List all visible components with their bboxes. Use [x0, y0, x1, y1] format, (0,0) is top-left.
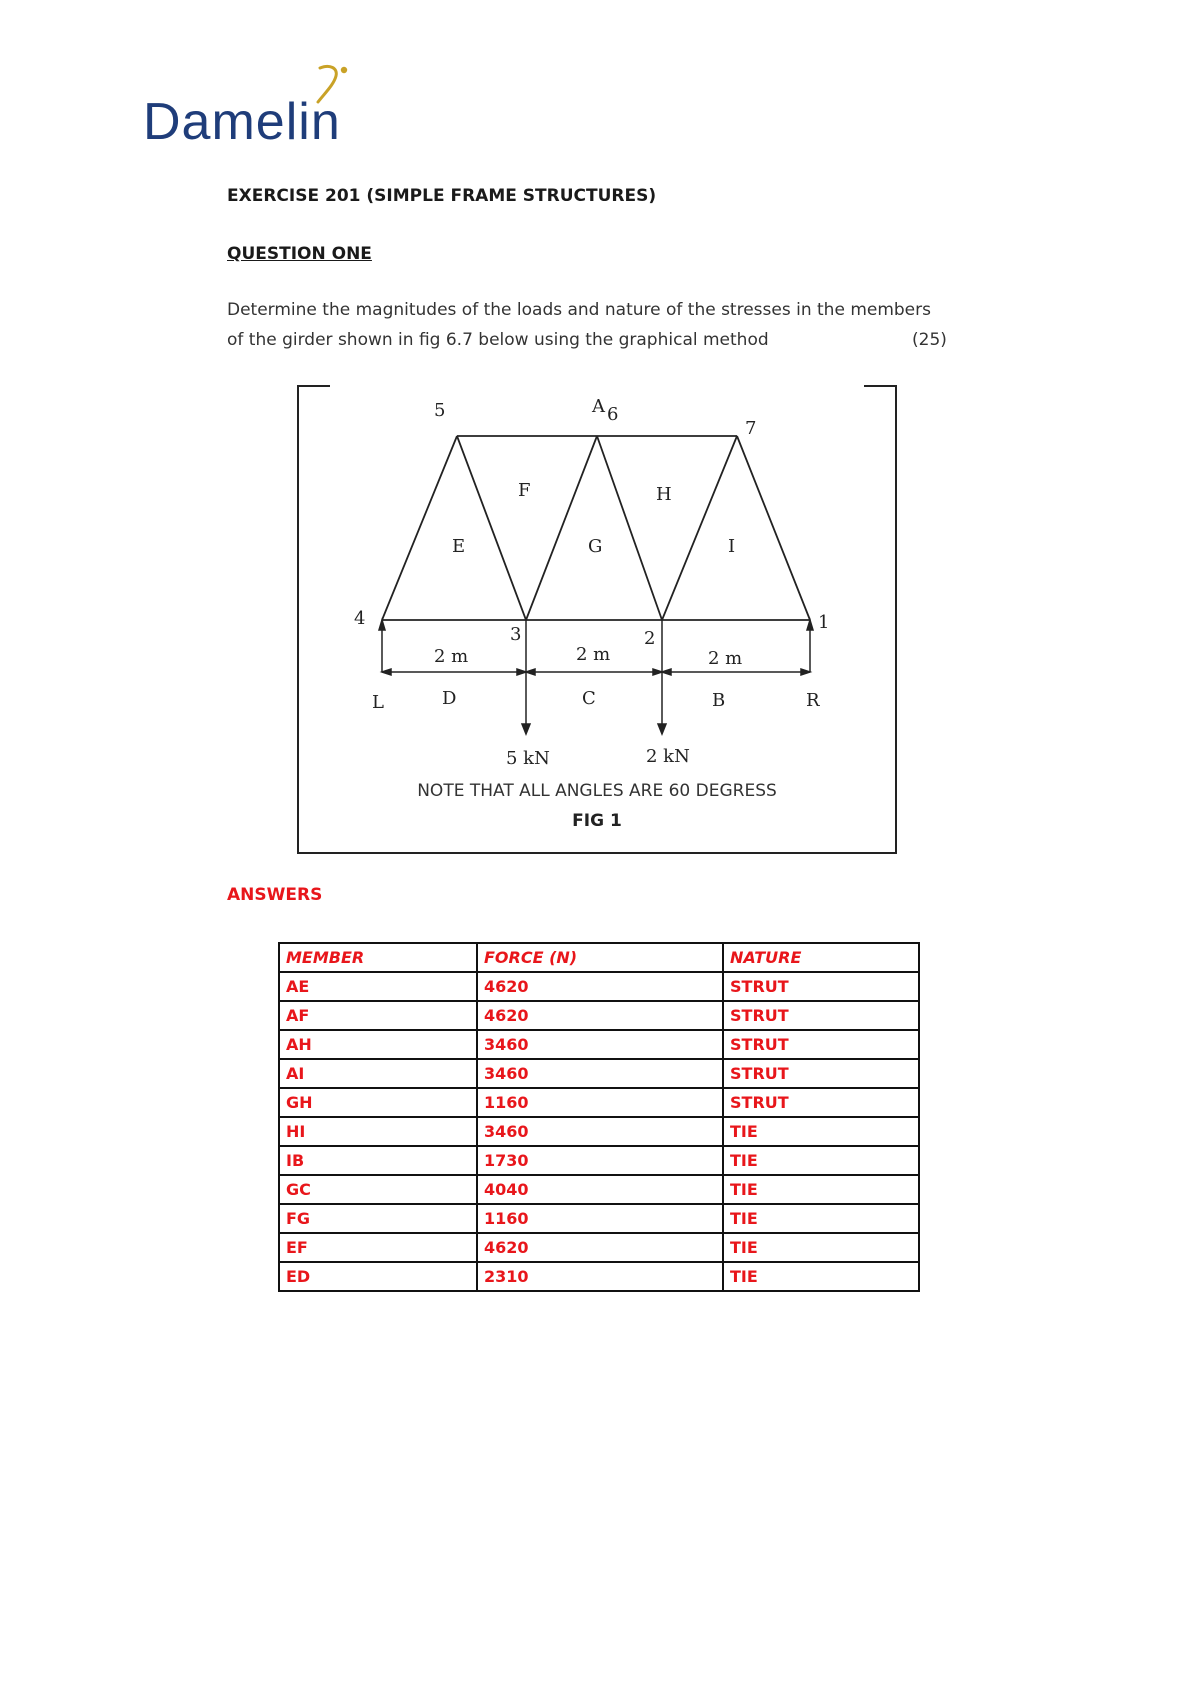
- space-label-g: G: [588, 536, 603, 557]
- nature-cell: STRUT: [723, 1059, 919, 1088]
- table-row: [279, 1030, 919, 1059]
- member-cell: IB: [279, 1146, 477, 1175]
- space-label-r: R: [806, 690, 820, 711]
- force-cell: 3460: [477, 1059, 723, 1088]
- nature-cell: TIE: [723, 1146, 919, 1175]
- table-row: [279, 1088, 919, 1117]
- table-row: [279, 1204, 919, 1233]
- nature-cell: STRUT: [723, 1030, 919, 1059]
- member-cell: EF: [279, 1233, 477, 1262]
- member-cell: HI: [279, 1117, 477, 1146]
- member-5-3: [457, 436, 526, 620]
- node-label-6: 6: [607, 404, 619, 425]
- member-cell: ED: [279, 1262, 477, 1291]
- nature-cell: TIE: [723, 1117, 919, 1146]
- figure-note: NOTE THAT ALL ANGLES ARE 60 DEGRESS: [417, 781, 777, 801]
- arrow-head: [382, 669, 391, 675]
- force-cell: 1160: [477, 1204, 723, 1233]
- load-arrow-5kn: [522, 724, 530, 734]
- member-2-7: [662, 436, 737, 620]
- force-cell: 3460: [477, 1030, 723, 1059]
- nature-cell: TIE: [723, 1233, 919, 1262]
- table-row: [279, 1146, 919, 1175]
- member-cell: GC: [279, 1175, 477, 1204]
- member-4-5: [382, 436, 457, 620]
- load-arrow-2kn: [658, 724, 666, 734]
- member-cell: AF: [279, 1001, 477, 1030]
- damelin-logo: [143, 62, 383, 152]
- table-row: [279, 1175, 919, 1204]
- space-label-e: E: [452, 536, 466, 557]
- node-label-2: 2: [644, 628, 656, 649]
- nature-cell: STRUT: [723, 1088, 919, 1117]
- table-row: [279, 972, 919, 1001]
- answers-table: [278, 942, 920, 1292]
- space-label-b: B: [712, 690, 726, 711]
- header-force: FORCE (N): [477, 943, 723, 972]
- member-7-1: [737, 436, 810, 620]
- logo-text: Damelin: [143, 93, 341, 151]
- load-5kn: 5 kN: [506, 748, 550, 769]
- force-cell: 1160: [477, 1088, 723, 1117]
- question-heading: QUESTION ONE: [227, 244, 372, 264]
- member-3-6: [526, 436, 597, 620]
- member-cell: FG: [279, 1204, 477, 1233]
- node-label-7: 7: [745, 418, 757, 439]
- force-cell: 3460: [477, 1117, 723, 1146]
- space-label-h: H: [656, 484, 672, 505]
- figure-caption: FIG 1: [572, 811, 622, 831]
- exercise-title: EXERCISE 201 (SIMPLE FRAME STRUCTURES): [227, 186, 657, 206]
- header-member: MEMBER: [279, 943, 477, 972]
- member-6-2: [597, 436, 662, 620]
- table-row: [279, 1233, 919, 1262]
- dimension-1: 2 m: [434, 646, 469, 667]
- nature-cell: TIE: [723, 1262, 919, 1291]
- marks-value: (25): [912, 330, 947, 350]
- table-header-row: [279, 943, 919, 972]
- dimension-2: 2 m: [576, 644, 611, 665]
- table-row: [279, 1059, 919, 1088]
- table-row: [279, 1001, 919, 1030]
- node-label-5: 5: [434, 400, 446, 421]
- arrow-head: [801, 669, 810, 675]
- member-cell: AI: [279, 1059, 477, 1088]
- table-row: [279, 1262, 919, 1291]
- table-row: [279, 1117, 919, 1146]
- force-cell: 4620: [477, 1001, 723, 1030]
- member-cell: AE: [279, 972, 477, 1001]
- space-label-l: L: [372, 692, 384, 713]
- nature-cell: TIE: [723, 1175, 919, 1204]
- header-nature: NATURE: [723, 943, 919, 972]
- force-cell: 4620: [477, 1233, 723, 1262]
- force-cell: 2310: [477, 1262, 723, 1291]
- nature-cell: STRUT: [723, 972, 919, 1001]
- member-cell: GH: [279, 1088, 477, 1117]
- question-text-line-1: Determine the magnitudes of the loads and nature of the stresses in the members: [227, 300, 931, 320]
- member-cell: AH: [279, 1030, 477, 1059]
- space-label-a: A: [592, 396, 605, 417]
- node-label-1: 1: [818, 612, 830, 633]
- reaction-arrow-right: [807, 620, 813, 630]
- nature-cell: STRUT: [723, 1001, 919, 1030]
- space-label-c: C: [582, 688, 596, 709]
- dimension-3: 2 m: [708, 648, 743, 669]
- space-label-d: D: [442, 688, 457, 709]
- reaction-arrow-left: [379, 620, 385, 630]
- force-cell: 4040: [477, 1175, 723, 1204]
- space-label-i: I: [728, 536, 736, 557]
- question-text-line-2: of the girder shown in fig 6.7 below using the graphical method: [227, 330, 769, 350]
- nature-cell: TIE: [723, 1204, 919, 1233]
- space-label-f: F: [518, 480, 531, 501]
- node-label-3: 3: [510, 624, 522, 645]
- node-label-4: 4: [354, 608, 366, 629]
- arrow-head: [662, 669, 671, 675]
- arrow-head: [526, 669, 535, 675]
- truss-figure: [296, 384, 898, 854]
- load-2kn: 2 kN: [646, 746, 690, 767]
- force-cell: 4620: [477, 972, 723, 1001]
- answers-heading: ANSWERS: [227, 885, 323, 905]
- force-cell: 1730: [477, 1146, 723, 1175]
